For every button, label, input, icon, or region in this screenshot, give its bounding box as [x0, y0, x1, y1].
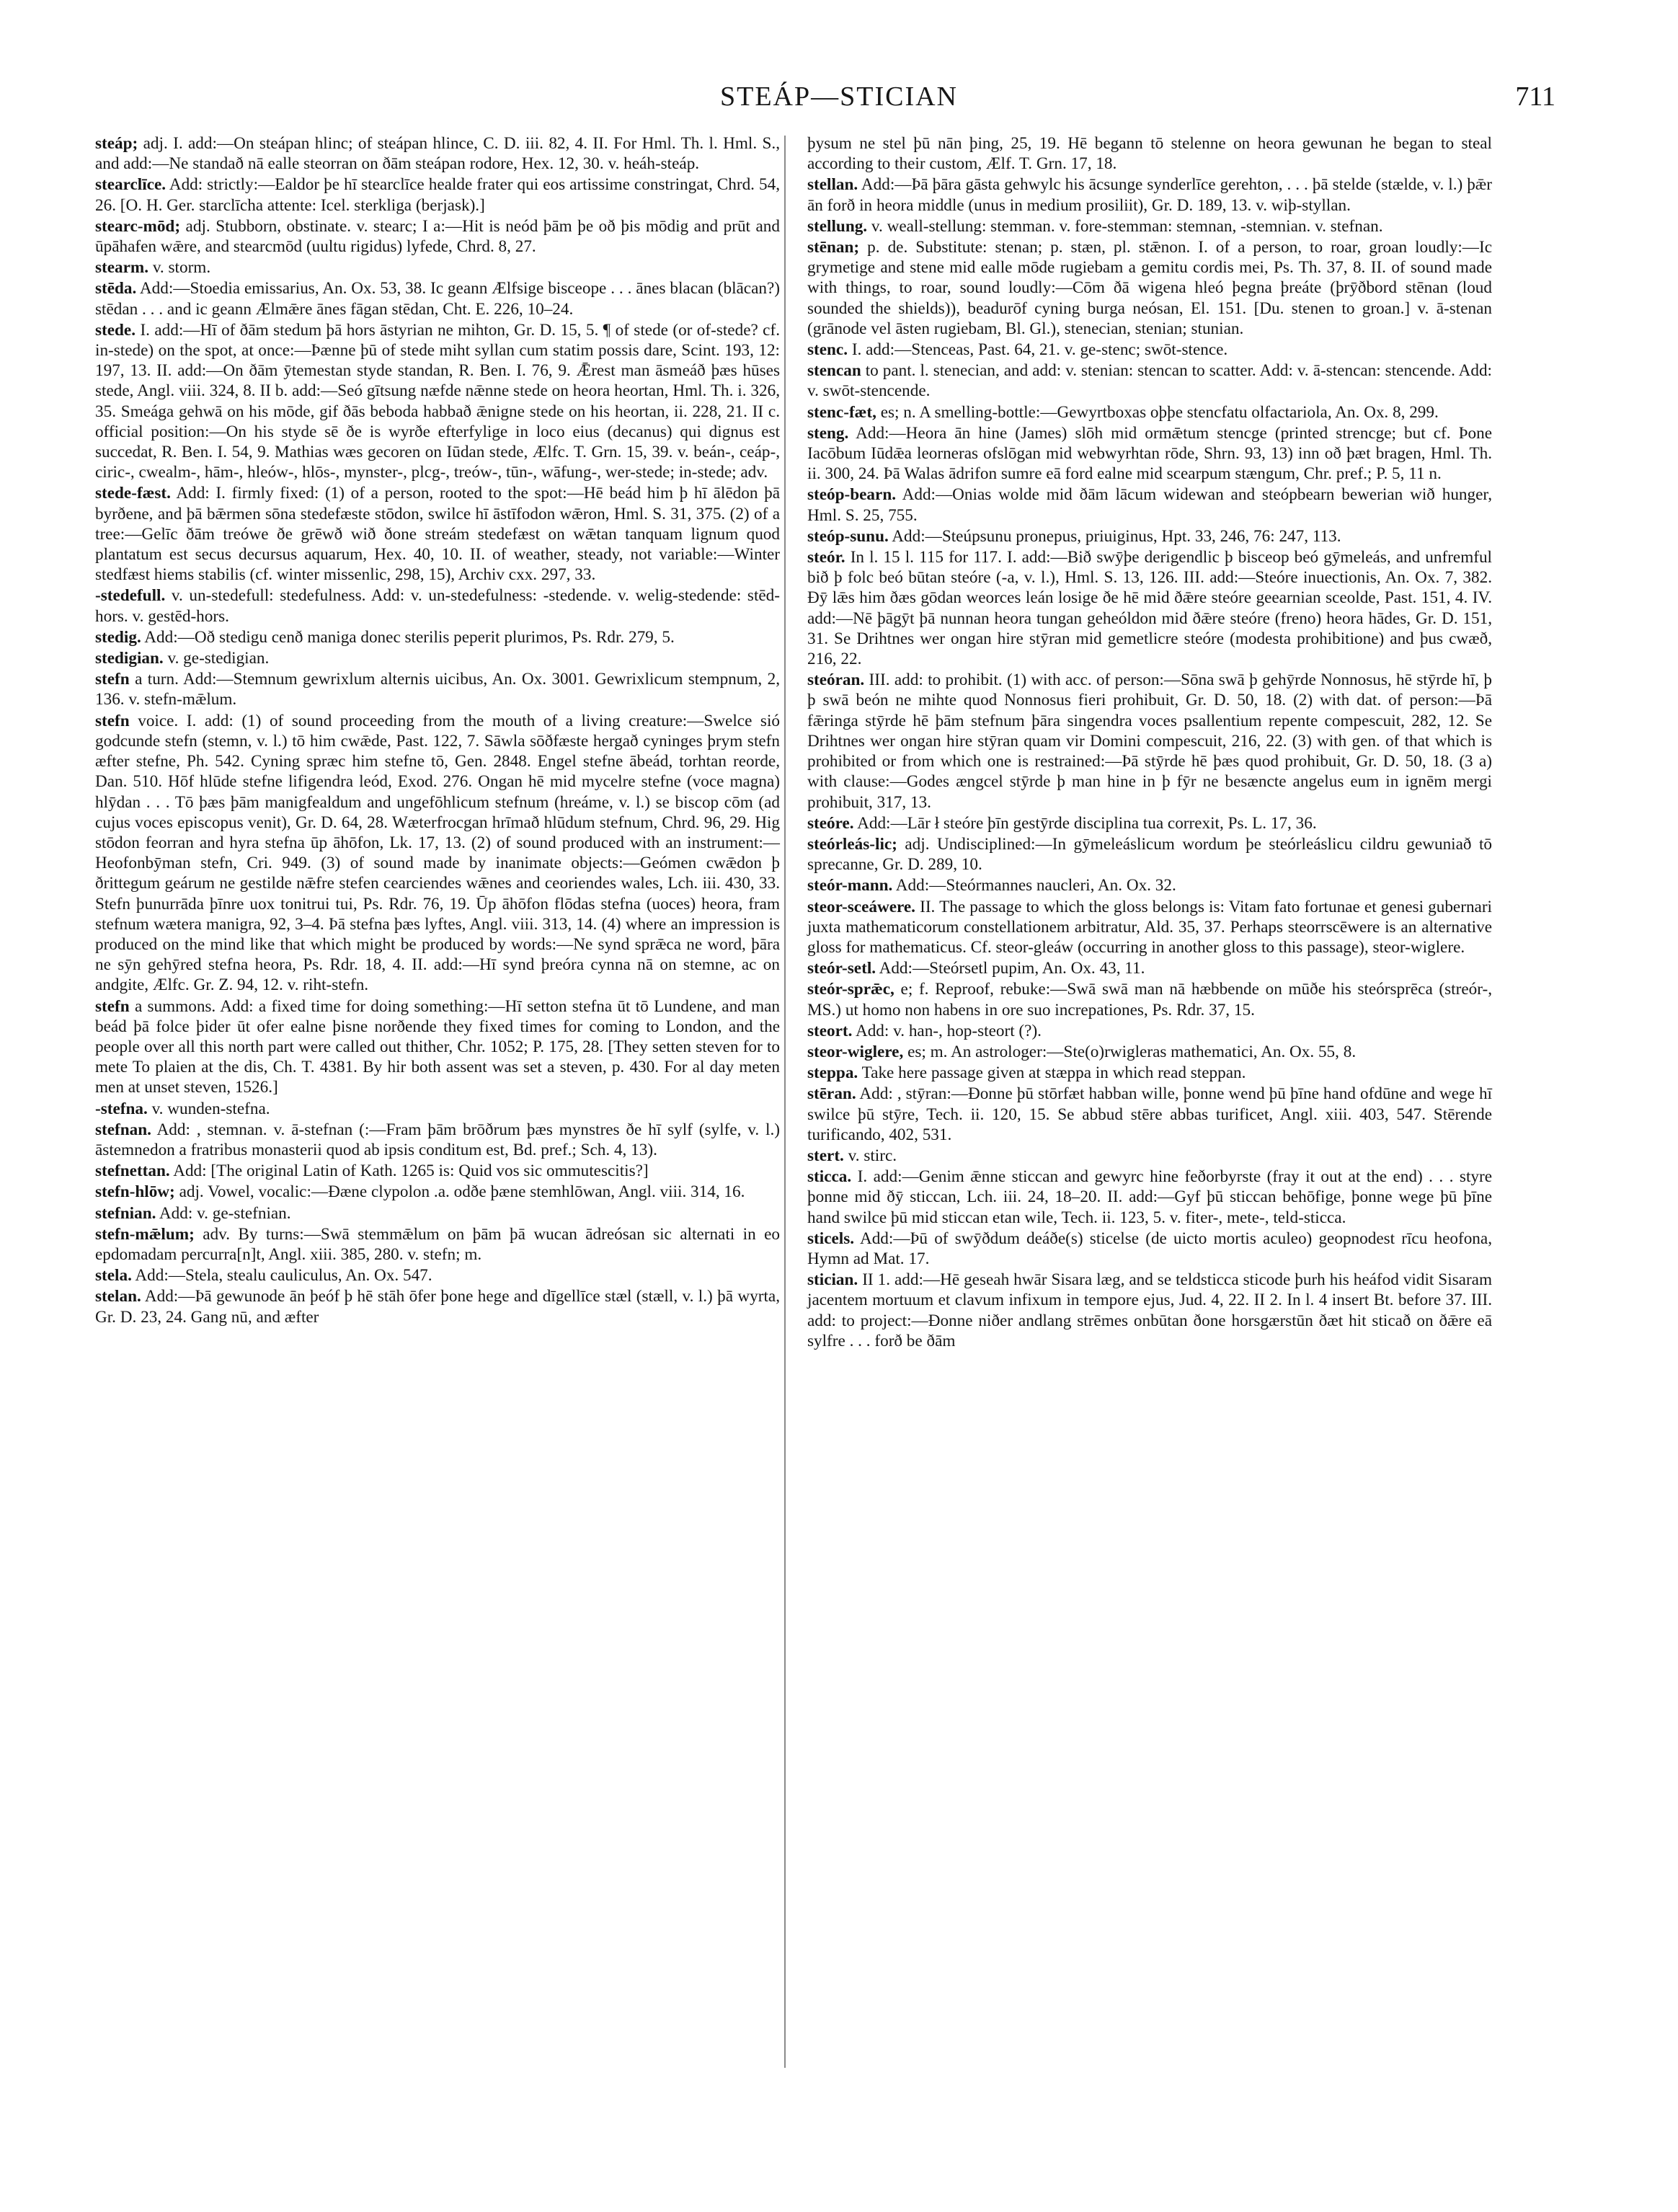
dictionary-entry: [807, 1021, 1492, 1041]
entry-text: Add:—Heora ān hine (James) slōh mid ormǣtum stencge (printed strencge; but cf. Þone Iacōbum Iūdǣa leorneras ofslōgan mid webwyrhtan rōde, Shrn. 93, 13) inn oð þæt bragen, Hml. Th. ii. 300, 24. Þā Walas ādrifon sumre eā ford ealne mid scearpum stængum, Chr. pref.; P. 5, 11 n.: [807, 423, 1492, 484]
headword: stearclīce.: [95, 175, 167, 195]
headword: stedig.: [95, 627, 141, 647]
left-column: [95, 133, 780, 1328]
entry-text: Add: , stemnan. v. ā-stefnan (:—Fram þām brōðrum þæs mynstres ðe hī sylf (sylfe, v. l.) āstemnedon a fratribus monasterii quod ab ipsis conditum est, Bd. pref.; Sch. 4, 13).: [95, 1120, 780, 1159]
headword: stellan.: [807, 175, 858, 195]
dictionary-entry: [95, 216, 780, 257]
entry-text: e; f. Reproof, rebuke:—Swā swā man nā hæbbende on mūðe his steórsprēca (streór-, MS.) ut homo non habens in ore suo increpationes, Ps. Rdr. 37, 15.: [807, 980, 1492, 1019]
dictionary-entry: [95, 133, 780, 174]
headword: stefnian.: [95, 1203, 156, 1223]
entry-text: Add: v. han-, hop-steort (?).: [852, 1021, 1042, 1040]
dictionary-entry: [807, 1084, 1492, 1145]
headword: sticels.: [807, 1229, 855, 1248]
dictionary-entry: [807, 834, 1492, 875]
dictionary-entry: [95, 1286, 780, 1327]
entry-text: I. add:—Genim ǣnne sticcan and gewyrc hine feðorbyrste (fray it out at the end) . . . styre þonne mid ðȳ sticcan, Lch. iii. 24, 18–20. II. add:—Gyf þū sticcan behōfige, þonne wege þū þīne hand swilce þū mid sticcan etan wile, Tech. ii. 123, 5. v. fiter-, mete-, teld-sticca.: [807, 1167, 1492, 1227]
entry-text: to pant. l. stenecian, and add: v. stenian: stencan to scatter. Add: v. ā-stencan: stencende. Add: v. swōt-stencende.: [807, 361, 1492, 401]
headword: stefn-mǣlum;: [95, 1224, 195, 1244]
headword: steór-setl.: [807, 959, 876, 978]
entry-text: Add:—Steúpsunu pronepus, priuiginus, Hpt. 33, 246, 76: 247, 113.: [888, 526, 1341, 546]
headword: stenc-fæt,: [807, 402, 876, 422]
headword: steór-mann.: [807, 876, 893, 895]
dictionary-entry: [95, 1161, 780, 1181]
dictionary-entry: [807, 485, 1492, 525]
dictionary-entry: [807, 174, 1492, 215]
headword: stēda.: [95, 279, 137, 298]
entry-text: Add:—Stoedia emissarius, An. Ox. 53, 38. Ic geann Ælfsige bisceope . . . ānes blacan (blācan?) stēdan . . . and ic geann Ælmǣre ānes fāgan stēdan, Cht. E. 226, 10–24.: [95, 279, 780, 319]
headword: steppa.: [807, 1063, 858, 1083]
headword: steng.: [807, 423, 849, 443]
entry-text: Add:—Þū of swȳðdum deáðe(s) sticelse (de uicto mortis aculeo) geopnodest rīcu heofona, Hymn ad Mat. 17.: [807, 1229, 1492, 1268]
dictionary-entry: [95, 1224, 780, 1265]
dictionary-entry: [807, 979, 1492, 1019]
headword: -stedefull.: [95, 586, 166, 606]
dictionary-entry: [95, 648, 780, 668]
headword: steór.: [807, 548, 845, 567]
entry-text: a turn. Add:—Stemnum gewrixlum alternis uicibus, An. Ox. 3001. Gewrixlicum stempnum, 2, 136. v. stefn-mǣlum.: [95, 670, 780, 709]
dictionary-entry: [807, 423, 1492, 485]
dictionary-entry: [95, 257, 780, 278]
entry-text: Add: I. firmly fixed: (1) of a person, rooted to the spot:—Hē beád him þ hī ālēdon þā byrðene, and þā bǣrmen sōna stedefæste stōdon, swilce hī āstīfodon wǣron, Hml. S. 31, 375. (2) of a tree:—Gelīc ðām treówe ðe grēwð wið ðone streám stedefæst on wǣtan tanquam lignum quod plantatum est secus decursus aquarum, Hex. 40, 10. II. of weather, steady, not variable:—Winter stedfæst hiems stabilis (cf. winter missenlic, 298, 15), Archiv cxx. 297, 33.: [95, 484, 780, 585]
entry-text: II 1. add:—Hē geseah hwār Sisara læg, and se teldsticca sticode þurh his heáfod vidit Sisaram jacentem mortuum et clavum infixum in tempore ejus, Jud. 4, 22. II 2. In l. 4 insert Bt. before 37. III. add: to project:—Ðonne niðer andlang strēmes onbūtan ðone horsgærstūn ðæt hit sticað on ðǣre eā sylfre . . . forð be ðām: [807, 1270, 1492, 1350]
headword: steor-wiglere,: [807, 1042, 904, 1061]
right-column: [807, 133, 1492, 1352]
headword: steóp-sunu.: [807, 526, 889, 546]
entry-text: a summons. Add: a fixed time for doing something:—Hī setton stefna ūt tō Lundene, and man beád þā folce þider ūt ofer ealne þisne norðende they fixed times for coming to London, and the people over all this north part were called out thither, Chr. 1052; P. 175, 28. [They setten steven for to mete To plaien at the dis, Ch. T. 4381. By hir both assent was set a steven, p. 430. For al day meten men at unset steven, 1526.]: [95, 996, 780, 1097]
entry-text: Add:—Þā gewunode ān þeóf þ hē stāh ōfer þone hege and dīgellīce stæl (stæll, v. l.) þā wyrta, Gr. D. 23, 24. Gang nū, and æfter: [95, 1287, 780, 1327]
entry-text: In l. 15 l. 115 for 117. I. add:—Bið swȳþe derigendlic þ bisceop beó gȳmeleás, and unfremful bið þ folc beó būtan steóre (-a, v. l.), Hml. S. 13, 126. III. add:—Steóre inuectionis, An. Ox. 7, 382. Ðȳ lǣs him ðæs gōdan weorces leán losige ðe hē mid ðǣre steóre geearnian sceolde, Past. 151, 4. IV. add:—Nē þāgȳt þā nunnan heora tungan geheóldon mid ðǣre steóre (freno) heora hādes, Gr. D. 151, 31. Se Drihtnes wer ongan hire stȳran mid gemetlicre steóre (modesta prohibitione) and þus cwæð, 216, 22.: [807, 548, 1492, 669]
column-divider: [784, 136, 786, 2068]
dictionary-entry: [807, 360, 1492, 401]
entry-text: adj. Undisciplined:—In gȳmeleáslicum wordum þe steórleáslicu cildru gewuniað tō sprecanne, Gr. D. 289, 10.: [807, 834, 1492, 875]
entry-text: Add: strictly:—Ealdor þe hī stearclīce healde frater qui eos artissime constringat, Chrd. 54, 26. [O. H. Ger. starclīcha attente: Icel. sterkliga (berjask).]: [95, 175, 780, 215]
headword: stēnan;: [807, 238, 860, 257]
running-head: STEÁP—STICIAN: [719, 81, 959, 112]
dictionary-entry: [807, 547, 1492, 669]
dictionary-entry: [95, 174, 780, 215]
dictionary-entry: [95, 585, 780, 626]
dictionary-entry: [95, 711, 780, 996]
headword: steort.: [807, 1021, 853, 1040]
headword: stenc.: [807, 340, 848, 360]
entry-text: Add:—Oð stedigu cenð maniga donec sterilis peperit plurimos, Ps. Rdr. 279, 5.: [141, 627, 675, 647]
entry-text: v. stirc.: [843, 1146, 897, 1165]
entry-text: Add: [The original Latin of Kath. 1265 is: Quid vos sic ommutescitis?]: [169, 1162, 649, 1181]
dictionary-entry: [95, 278, 780, 319]
entry-text: II. The passage to which the gloss belongs is: Vitam fato fortunae et genesi gubernari juxta mathematicorum constellationem arbitratur, Ald. 35, 37. Perhaps steorrscēwere is an alternative gloss for mathematicus. Cf. steor-gleáw (occurring in another gloss to this passage), steor-wiglere.: [807, 897, 1492, 957]
dictionary-entry: [95, 1182, 780, 1202]
headword: stician.: [807, 1270, 858, 1290]
entry-text: v. weall-stellung: stemman. v. fore-stemman: stemnan, -stemnian. v. stefnan.: [867, 216, 1383, 236]
headword: -stefna.: [95, 1099, 148, 1118]
dictionary-entry: [807, 670, 1492, 812]
dictionary-entry: [807, 958, 1492, 978]
headword: stēran.: [807, 1084, 856, 1104]
entry-text: Add: , stȳran:—Ðonne þū stōrfæt habban wille, þonne wend þū þīne hand ofdūne and wege hī swilce þū stȳre, Tech. ii. 120, 15. Se abbud stēre abbas turificet, Angl. xiii. 403, 547. Stērende turificando, 402, 531.: [807, 1084, 1492, 1144]
headword: stert.: [807, 1146, 844, 1165]
entry-text: Add: v. ge-stefnian.: [156, 1203, 291, 1223]
entry-text: Add:—Lār ł steóre þīn gestȳrde disciplina tua correxit, Ps. L. 17, 36.: [853, 813, 1317, 833]
entry-text: III. add: to prohibit. (1) with acc. of person:—Sōna swā þ gehȳrde Nonnosus, hē stȳrde hī, þ þ swā beón ne mihte quod Nonnosus fieri prohibuit, Gr. D. 50, 18. (2) with dat. of person:—Þā fǣringa stȳrde hē þām stefnum þāra singendra voces psallentium repente compescuit, 282, 12. Se Drihtnes wer ongan hire stȳran quam vir Domini compescuit, 216, 22. (3) with gen. of that which is prohibited or from which one is restrained:—Þā stȳrde hē þæs quod prohibuit, Gr. D. 50, 18. (3 a) with clause:—Godes ængcel stȳrde þ man hine in þ fȳr ne besæncte angelus eum in ignēm mergi prohibuit, 317, 13.: [807, 671, 1492, 812]
entry-text: es; m. An astrologer:—Ste(o)rwigleras mathematici, An. Ox. 55, 8.: [903, 1042, 1357, 1061]
entry-text: v. un-stedefull: stedefulness. Add: v. un-stedefulness: -stedende. v. welig-stedende: stēd-hors. v. gestēd-hors.: [95, 586, 780, 626]
headword: stearm.: [95, 258, 149, 278]
dictionary-entry: [807, 402, 1492, 423]
dictionary-entry: [95, 627, 780, 647]
headword: stedigian.: [95, 649, 164, 668]
entry-text: es; n. A smelling-bottle:—Gewyrtboxas oþþe stencfatu olfactariola, An. Ox. 8, 299.: [876, 402, 1439, 422]
entry-text: Take here passage given at stæppa in which read steppan.: [858, 1063, 1246, 1083]
entry-text: I. add:—Stenceas, Past. 64, 21. v. ge-stenc; swōt-stence.: [848, 340, 1228, 360]
dictionary-entry: [95, 1265, 780, 1286]
headword: stellung.: [807, 216, 868, 236]
headword: stelan.: [95, 1287, 141, 1306]
dictionary-entry: [807, 1042, 1492, 1062]
headword: stela.: [95, 1266, 132, 1286]
entry-text: adj. Vowel, vocalic:—Ðæne clypolon .a. odðe þæne stemhlōwan, Angl. viii. 314, 16.: [174, 1182, 745, 1202]
dictionary-entry: [807, 133, 1492, 174]
headword: steórleás-lic;: [807, 834, 897, 854]
entry-text: v. ge-stedigian.: [163, 649, 270, 668]
entry-text: Add:—Steórmannes naucleri, An. Ox. 32.: [892, 876, 1176, 895]
entry-text: adj. I. add:—On steápan hlinc; of steápan hlince, C. D. iii. 82, 4. II. For Hml. Th. l. Hml. S., and add:—Ne standað nā ealle steorran on ðām steápan rodore, Hex. 12, 30. v. heáh-steáp.: [95, 134, 780, 174]
entry-text: Add:—Onias wolde mid ðām lācum widewan and steópbearn bewerian wið hunger, Hml. S. 25, 755.: [807, 485, 1492, 525]
dictionary-entry: [807, 340, 1492, 360]
dictionary-entry: [95, 1099, 780, 1119]
dictionary-entry: [95, 996, 780, 1098]
headword: stede.: [95, 320, 136, 340]
headword: stefn: [95, 996, 130, 1016]
dictionary-entry: [95, 669, 780, 709]
entry-text: Add:—Steórsetl pupim, An. Ox. 43, 11.: [876, 959, 1145, 978]
dictionary-entry: [807, 216, 1492, 236]
dictionary-entry: [807, 1167, 1492, 1228]
entry-text: Add:—Stela, stealu cauliculus, An. Ox. 547.: [131, 1266, 432, 1286]
dictionary-entry: [807, 237, 1492, 339]
headword: steóran.: [807, 671, 865, 690]
entry-text: I. add:—Hī of ðām stedum þā hors āstyrian ne mihton, Gr. D. 15, 5. ¶ of stede (or of-stede? cf. in-stede) on the spot, at once:—Þænne þū of stede miht syllan cum statim possis dare, Scint. 193, 12: 197, 13. II. add:—On ðām ȳtemestan styde standan, R. Ben. I. 76, 9. Ǣrest man āsmeáð þæs hūses stede, Angl. viii. 324, 8. II b. add:—Seó gītsung næfde nǣnne stede on heora heortan, Hml. Th. i. 326, 35. Smeága gehwā on his mōde, gif ðās beboda habbað ǣnigne stede on his heortan, ii. 228, 21. II c. official position:—On his styde sē ðe is wyrðe efterfylige in loco eius (decanus) qui dignus est succedat, R. Ben. I. 54, 9. Mathias wæs gecoren on Iūdan stede, Ælfc. T. Grn. 15, 39. v. beán-, ceáp-, ciric-, cwealm-, hām-, hleów-, hlōs-, mynster-, plcg-, treów-, tūn-, wāfung-, wer-stede; in-stede; adv.: [95, 320, 780, 482]
headword: steóre.: [807, 813, 854, 833]
dictionary-entry: [807, 1270, 1492, 1351]
dictionary-entry: [807, 526, 1492, 547]
dictionary-entry: [807, 897, 1492, 958]
dictionary-entry: [807, 1229, 1492, 1269]
entry-text: adv. By turns:—Swā stemmǣlum on þām þā wucan ādreósan sic alternati in eo epdomadam percurra[n]t, Angl. xiii. 385, 280. v. stefn; m.: [95, 1224, 780, 1264]
headword: steór-sprǣc,: [807, 980, 895, 999]
dictionary-entry: [95, 320, 780, 483]
dictionary-entry: [95, 1120, 780, 1160]
dictionary-entry: [807, 1063, 1492, 1083]
headword: sticca.: [807, 1167, 852, 1187]
headword: stefn-hlōw;: [95, 1182, 175, 1202]
entry-text: p. de. Substitute: stenan; p. stæn, pl. stǣnon. I. of a person, to roar, groan loudly:—Ic grymetige and stene mid ealle mōde rugiebam a gemitu cordis mei, Ps. Th. 37, 8. II. of sound made with things, to roar, sound loudly:—Cōm ðā wigena hleó þegna þreáte (þrȳðbord stēnan (loud sounded the shields)), beadurōf cyning burga neósan, El. 151. [Du. stenen to groan.] v. ā-stenan (grānode vel āsten rugiebam, Bl. Gl.), stenecian, stenian; stunian.: [807, 238, 1492, 338]
headword: stede-fæst.: [95, 484, 171, 503]
headword: steóp-bearn.: [807, 485, 897, 505]
entry-text: adj. Stubborn, obstinate. v. stearc; I a:—Hit is neód þām þe oð þis mōdig and prūt and ūpāhafen wǣre, and stearcmōd (uultu rigidus) lyfede, Chrd. 8, 27.: [95, 216, 780, 257]
headword: stearc-mōd;: [95, 216, 181, 236]
headword: stefn: [95, 711, 130, 730]
headword: stencan: [807, 361, 861, 381]
entry-text: þysum ne stel þū nān þing, 25, 19. Hē begann tō stelenne on heora gewunan he began to steal according to their custom, Ælf. T. Grn. 17, 18.: [807, 134, 1492, 174]
headword: steor-sceáwere.: [807, 897, 915, 916]
dictionary-entry: [807, 1146, 1492, 1166]
dictionary-entry: [807, 875, 1492, 895]
entry-text: v. wunden-stefna.: [147, 1099, 270, 1118]
headword: steáp;: [95, 134, 138, 153]
page-number: 711: [1515, 81, 1555, 112]
entry-text: voice. I. add: (1) of sound proceeding from the mouth of a living creature:—Swelce sió godcunde stefn (stemn, v. l.) tō him cwǣde, Past. 122, 7. Sāwla sōðfæste hergað cyninges þrym stefn æfter stefne, Ph. 542. Cyning spræc him stefne tō, Gen. 2848. Engel stefne ābeád, torhtan reorde, Dan. 510. Hōf hlūde stefne lifigendra leód, Exod. 276. Ongan hē mid mycelre stefne (voce magna) hlȳdan . . . Tō þæs þām manigfealdum and ungefōhlicum stefnum (hreáme, v. l.) se biscop cōm (ad cujus voces episcopus venit), Gr. D. 64, 28. Wæterfrocgan hrīmað hlūdum stefnum, Chrd. 96, 29. Hig stōdon feorran and hyra stefna ūp āhōfon, Lk. 17, 13. (2) of sound produced with an instrument:—Heofonbȳman stefn, Cri. 949. (3) of sound made by inanimate objects:—Geómen cwǣdon þ ðrittegum geárum ne gestilde nǣfre stefen cearciendes wǣnes and ceoriendes wales, Lch. iii. 430, 33. Stefn þunurrāda þīnre uox tonitrui tui, Ps. Rdr. 76, 19. Ūp āhōfon flōdas stefna (uoces) heora, fram stefnum wætera manigra, 92, 3–4. Þā stefna þæs lyftes, Angl. viii. 313, 14. (4) where an impression is produced on the mind like that which might be produced by words:—Ne synd sprǣca ne word, þāra ne sȳn gehȳred stefna heora, Ps. Rdr. 18, 4. II. add:—Hī synd þreóra cynna nā on stemne, ac on andgite, Ælfc. Gr. Z. 94, 12. v. riht-stefn.: [95, 711, 780, 995]
dictionary-entry: [95, 1203, 780, 1224]
headword: stefnan.: [95, 1120, 151, 1139]
dictionary-entry: [807, 813, 1492, 833]
headword: stefn: [95, 670, 130, 689]
entry-text: Add:—Þā þāra gāsta gehwylc his ācsunge synderlīce gerehton, . . . þā stelde (stælde, v. l.) þǣr ān forð in heora middle (unus in medium prosiliit), Gr. D. 189, 13. v. wiþ-styllan.: [807, 175, 1492, 215]
headword: stefnettan.: [95, 1162, 170, 1181]
dictionary-entry: [95, 483, 780, 585]
entry-text: v. storm.: [148, 258, 211, 278]
